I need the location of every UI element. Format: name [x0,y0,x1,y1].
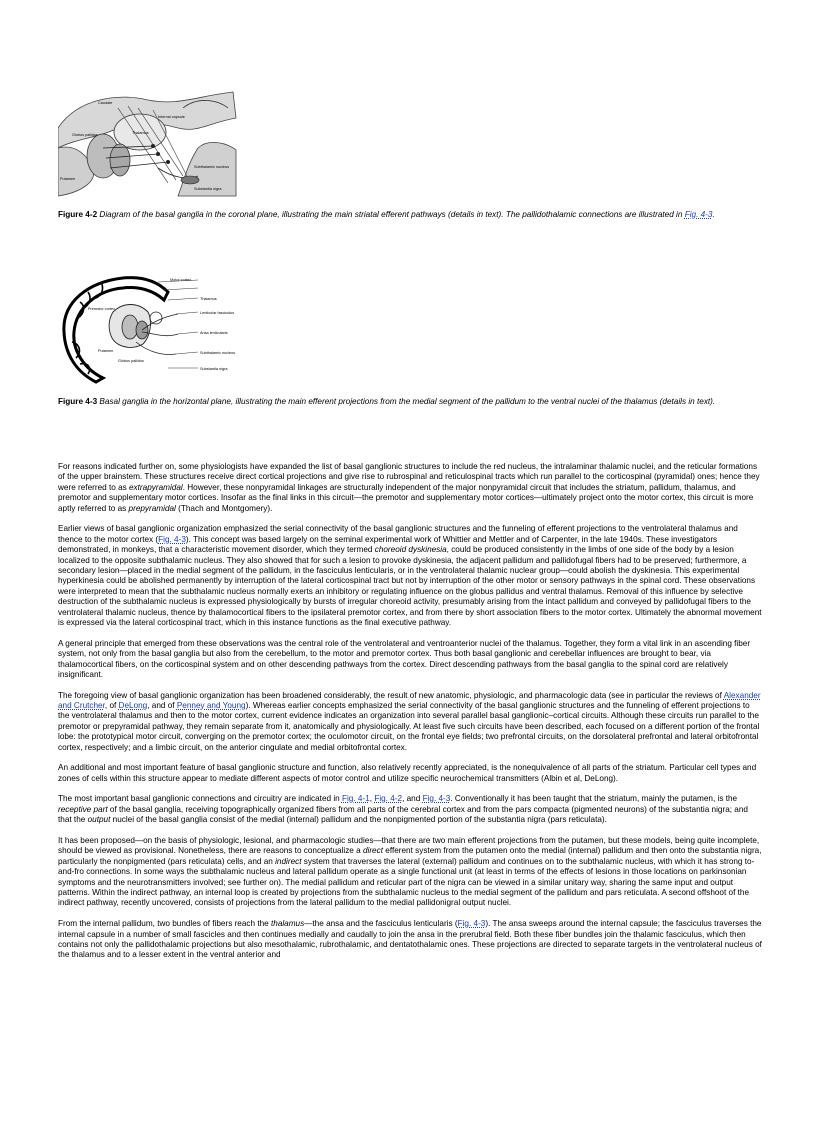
figure-4-2-label-subthalamic: Subthalamic nucleus [194,165,230,169]
emphasis-text: direct [362,846,383,856]
figure-4-3-label: Figure 4-3 [58,397,98,406]
paragraph [58,639,762,681]
paragraph-text: , could be produced consistently in the limbs of one side of the body by a lesion localized to the opposite subthalamic nucleus. They also showed that for such a lesion to provoke dyskinesia, the adjacent pallidum and pallidofugal fibers had to be preserved; furthermore, a secondary lesion—placed in the medial segment of the pallidum, in the fasciculus lenticularis, or in the ventrolateral thalamic nuclear group—could abolish the dyskinesia. This experimental hyperkinesia could be abolished permanently by interruption of the lateral corticospinal tract but not by interruption of the other motor or sensory pathways in the spinal cord. These observations were interpreted to mean that the subthalamic nucleus normally exerts an inhibitory or regulating influence on the globus pallidus and ventral thalamus. Removal of this influence by selective destruction of the subthalamic nucleus is expressed physiologically by bursts of irregular choreoid activity, presumably arising from the intact pallidum and conveyed by pallidofugal fibers to the ventrolateral thalamic nucleus, thence by thalamocortical fibers to the ipsilateral premotor cortex, and from there by short association fibers to the motor cortex. Ultimately the abnormal movement is expressed via the lateral corticospinal tract, which in this instance functions as the final executive pathway. [58,545,762,627]
paragraph-text: A general principle that emerged from these observations was the central role of the ventrolateral and ventroanterior nuclei of the thalamus. Together, they form a vital link in an ascending fiber system, not only from the basal ganglia but also from the cerebellum, to the motor and premotor cortex. Thus both basal ganglionic and cerebellar influences are brought to bear, via thalamocortical fibers, on the corticospinal system and on other descending pathways from the cortex. Direct descending pathways from the basal ganglia to the spinal cord are relatively insignificant. [58,638,751,679]
paragraph-text: For reasons indicated further on, some physiologists have expanded the list of basal ganglionic structures to include the red nucleus, the intralaminar thalamic nuclei, and the reticular formations of the upper brainstem. These structures receive direct cortical projections and give rise to rubrospinal and reticulospinal tracts which run parallel to the corticospinal (pyramidal) ones; hence they were referred to as [58,462,760,492]
emphasis-text: output [87,815,111,825]
paragraph-text: of the basal ganglia, receiving topographically organized fibers from all parts of the cerebral cortex and from the pars compacta (pigmented neurons) of the substantia nigra; and that the [58,804,748,825]
reference-link[interactable]: Fig. 4-3 [158,534,186,544]
paragraph [58,919,762,961]
figure-4-2-label-putamen: Putamen [60,177,76,181]
figure-4-3-label-putamen: Putamen [98,349,114,353]
paragraph-text: , of [104,701,119,711]
paragraph-text: ). The ansa sweeps around the internal capsule; the fasciculus traverses the internal capsule in a number of small fascicles and then continues medially and caudally to join the ansa in the prerubral field. Both these fiber bundles join the thalamic fasciculus, which then contains not only the pallidothalamic projections but also mesothalamic, rubrothalamic, and dentatothalamic ones. These projections are directed to separate targets in the ventrolateral nucleus of the thalamus and to a lesser extent in the ventral anterior and [58,919,762,960]
emphasis-text: prepyramidal [128,503,176,513]
paragraph-text: efferent system from the putamen onto the medial (internal) pallidum and then onto the substantia nigra, particularly the nonpigmented (pars reticulata) cells, and an [58,846,762,866]
body-text [58,462,762,971]
emphasis-text: indirect [275,856,302,866]
figure-4-3-label-motor-cortex: Motor cortex [170,278,192,282]
figure-4-3-label-ansa-lenticularis: Ansa lenticularis [200,331,228,335]
reference-link[interactable]: Alexander and Crutcher [58,690,761,711]
figure-4-3-label-substantia-nigra: Substantia nigra [200,367,228,371]
figure-4-2-label-thalamus: Thalamus [132,131,149,135]
paragraph-text: The foregoing view of basal ganglionic organization has been broadened considerably, the result of new anatomic, physiologic, and pharmacologic data (see in particular the reviews of [58,690,724,700]
figure-4-2-caption-tail: . [712,210,715,219]
paragraph-text: The most important basal ganglionic connections and circuitry are indicated in [58,794,342,804]
reference-link[interactable]: Fig. 4-1 [341,794,370,804]
figure-4-3-label-lenticular-fasciculus: Lenticular fasciculus [200,311,235,315]
emphasis-text: thalamus [270,919,305,929]
figure-4-2-link-fig-4-3[interactable]: Fig. 4-3 [684,210,713,219]
paragraph-text: , [369,794,375,804]
paragraph-text: , and [402,794,423,804]
paragraph [58,794,762,825]
paragraph-text: ). This concept was based largely on the seminal experimental work of Whittier and Mettler and of Carpenter, in the late 1940s. These investigators demonstrated, in monkeys, that a characteristic movement disorder, which they termed [58,534,718,555]
reference-link[interactable]: Penney and Young [176,701,246,711]
paragraph [58,836,762,909]
paragraph-text: Earlier views of basal ganglionic organization emphasized the serial connectivity of the basal ganglionic structures and the funneling of efferent projections to the ventrolateral thalamus and thence to the motor cortex ( [58,524,738,544]
figure-4-2-caption [58,210,758,221]
paragraph-text: , and of [147,701,177,711]
paragraph-text: From the internal pallidum, two bundles of fibers reach the [58,919,271,929]
emphasis-text: choreoid dyskinesia [374,545,447,555]
figure-4-3-caption-text: Basal ganglia in the horizontal plane, illustrating the main efferent projections from the medial segment of the pallidum to the ventral nuclei of the thalamus (details in text). [99,397,716,406]
paragraph-text: ). Whereas earlier concepts emphasized the serial connectivity of the basal ganglionic structures and the funneling of efferent projections to the ventrolateral thalamus and then to the motor cortex, current evidence indicates an organization into several parallel basal ganglionic–cortical circuits. Although these circuits run parallel to the premotor or prepyramidal pathway, they remain separate from it, anatomically and physiologically. At least five such circuits have been described, each focused on a different portion of the frontal lobe: the prototypical motor circuit, converging on the premotor cortex; the oculomotor circuit, on the frontal eye fields; two prefrontal circuits, on the dorsolateral prefrontal and lateral orbitofrontal cortex, respectively; and a limbic circuit, on the anterior cingulate and medial orbitofrontal cortex. [58,701,760,752]
paragraph-text: —the ansa and the fasciculus lenticularis ( [304,919,458,929]
figure-4-2-diagram [58,88,238,198]
paragraph-text: It has been proposed—on the basis of physiologic, lesional, and pharmacologic studies—that there are two main efferent projections from the putamen, but these models, being quite incomplete, should be viewed as provisional. Nonetheless, there are reasons to conceptualize a [58,835,760,856]
emphasis-text: receptive part [58,804,108,814]
paragraph-text: . However, these nonpyramidal linkages are structurally independent of the major nonpyramidal circuit that includes the striatum, pallidum, thalamus, and premotor and supplementary motor cortices. Insofar as the final links in this circuit—the premotor and supplementary motor cortices—ultimately project onto the motor cortex, this circuit is more aptly referred to as [58,482,754,513]
figure-4-3-label-thalamus: Thalamus [200,297,217,301]
paragraph-text: An additional and most important feature of basal ganglionic structure and function, also relatively recently appreciated, is the nonequivalence of all parts of the striatum. Particular cell types and zones of cells within this structure appear to mediate different aspects of motor control and utilize specific neurochemical transmitters (Albin et al, DeLong). [58,763,757,783]
paragraph [58,524,762,628]
figure-4-3-diagram [58,272,236,384]
reference-link[interactable]: Fig. 4-3 [457,919,486,929]
paragraph [58,763,762,784]
figure-4-2-caption-text: Diagram of the basal ganglia in the coronal plane, illustrating the main striatal efferent pathways (details in text). The pallidothalamic connections are illustrated in [99,210,683,219]
reference-link[interactable]: Fig. 4-3 [422,794,451,804]
reference-link[interactable]: Fig. 4-2 [374,794,403,804]
figure-4-2-label-caudate: Caudate [98,101,113,105]
paragraph-text: nuclei of the basal ganglia consist of the medial (internal) pallidum and the nonpigmented portion of the substantia nigra (pars reticulata). [110,815,607,825]
figure-4-3-label-premotor-cortex: Premotor cortex [88,307,116,311]
figure-4-2-label: Figure 4-2 [58,210,98,219]
paragraph-text: . Conventionally it has been taught that the striatum, mainly the putamen, is the [450,794,738,804]
paragraph [58,691,762,753]
paragraph [58,462,762,514]
figure-4-3-label-subthalamic: Subthalamic nucleus [200,351,236,355]
figure-4-2-label-globus-pallidus: Globus pallidus [72,133,98,137]
emphasis-text: extrapyramidal [129,482,183,492]
figure-4-3-label-globus-pallidus: Globus pallidus [118,359,144,363]
figure-4-2-label-internal-capsule: Internal capsule [158,115,185,119]
figure-4-2-label-substantia-nigra: Substantia nigra [194,187,222,191]
paragraph-text: system that traverses the lateral (external) pallidum and continues on to the subthalamic nucleus, with which it has strong to-and-fro connections. In some ways the subthalamic nucleus and lateral pallidum operate as a single functional unit (at least in terms of the effects of lesions in those locations on parkinsonian symptoms and the neurotransmitters involved; see further on). The medial pallidum and reticular part of the nigra can be viewed in a similar unitary way, sharing the same input and output patterns. Within the indirect pathway, an internal loop is created by projections from the subthalamic nucleus to the medial segment of the pallidum and pars reticulata. A second offshoot of the indirect pathway, recently uncovered, consists of projections from the lateral pallidum to the medial pallidonigral output nuclei. [58,856,755,908]
paragraph-text: (Thach and Montgomery). [175,503,273,513]
reference-link[interactable]: DeLong [118,701,148,711]
figure-4-3-caption [58,397,758,408]
